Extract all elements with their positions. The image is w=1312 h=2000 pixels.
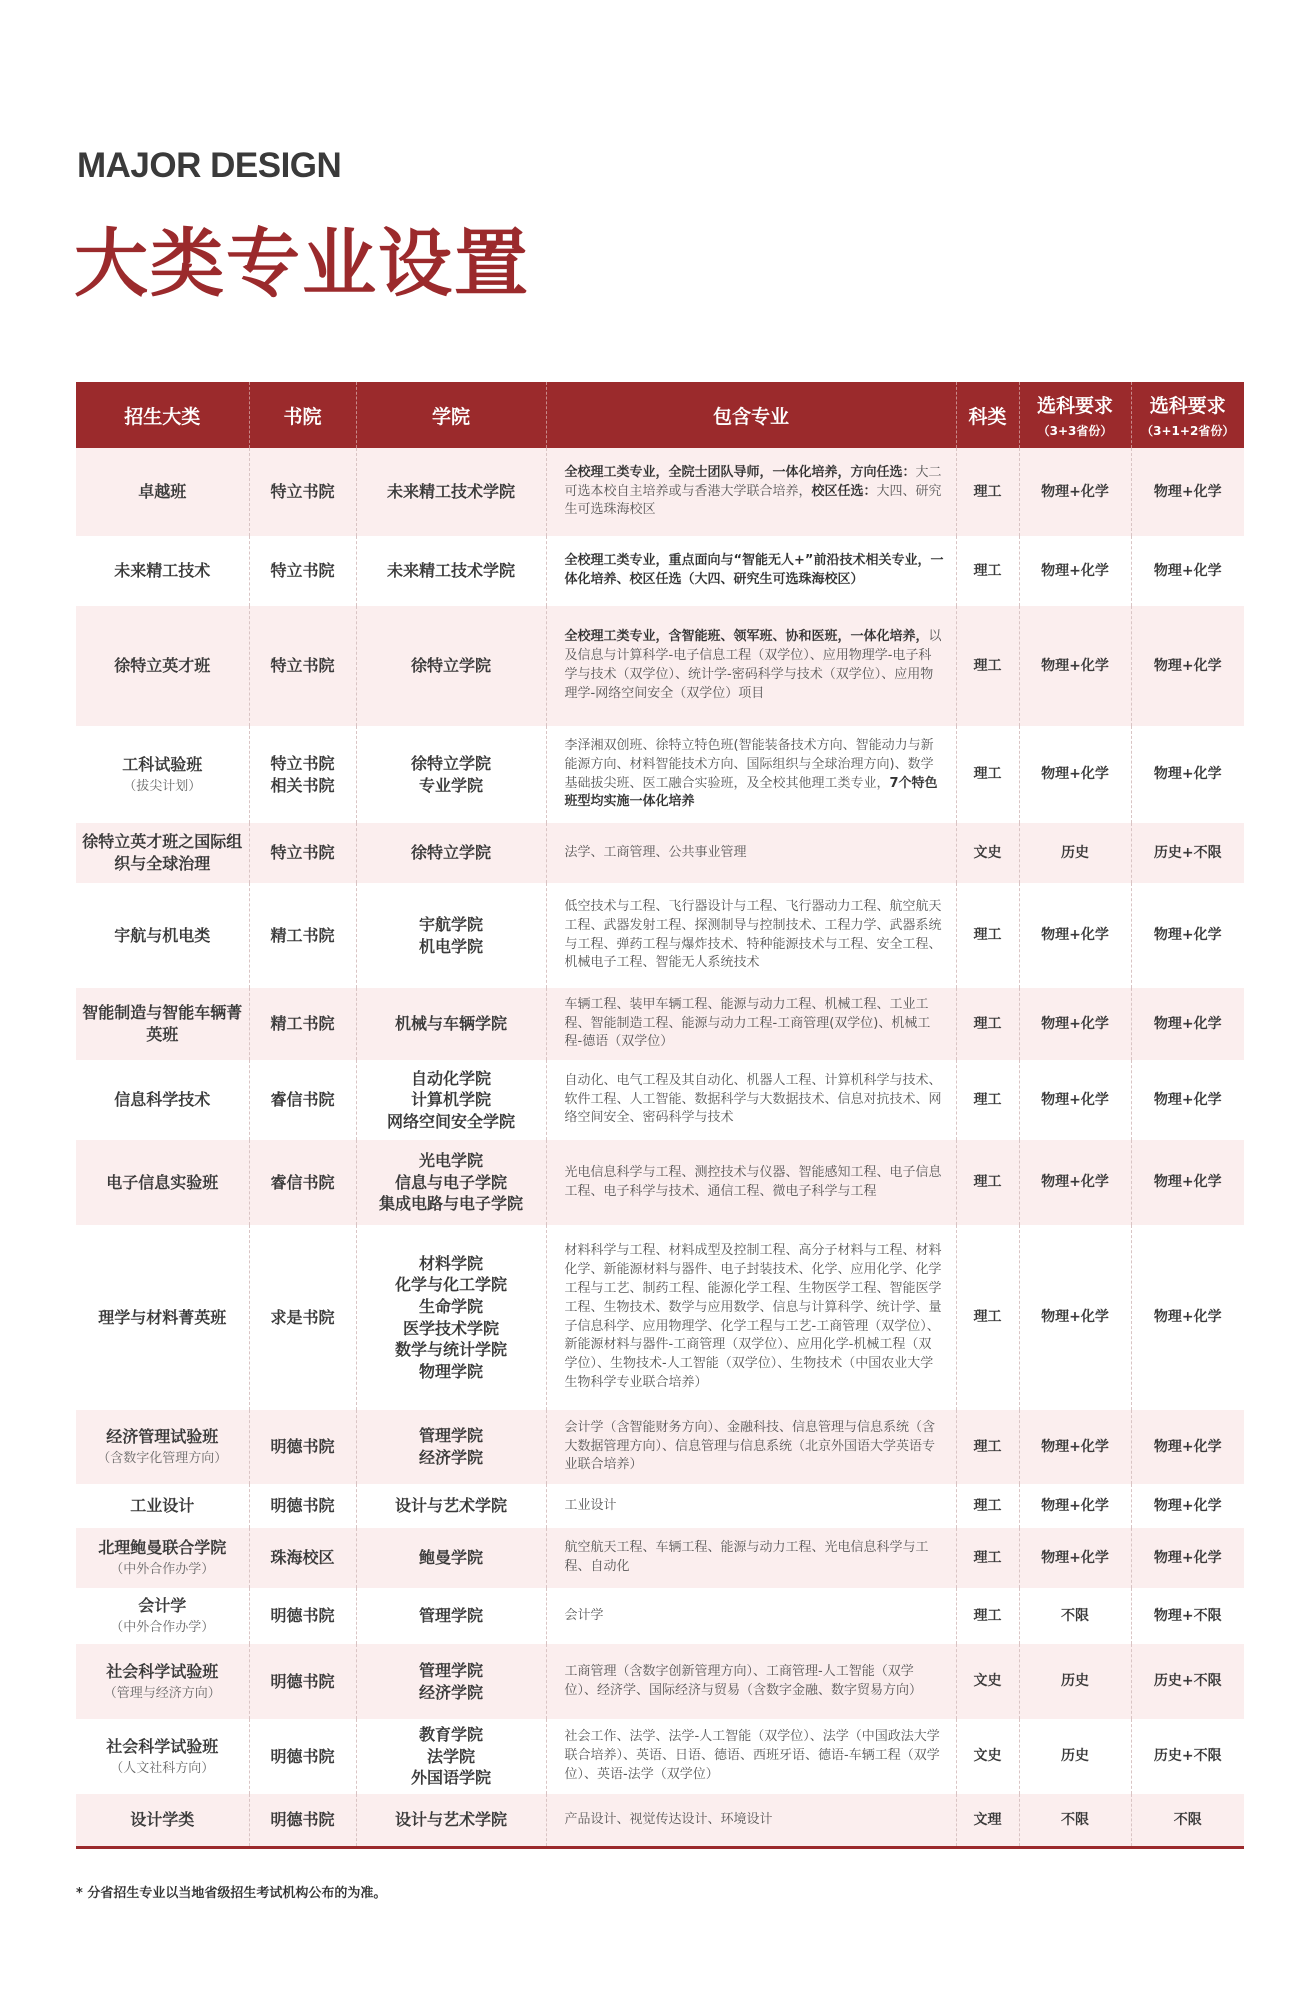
cell-req312: 物理+化学 — [1131, 448, 1244, 536]
header-majors: 包含专业 — [546, 382, 956, 448]
cell-majors — [546, 1225, 956, 1410]
cell-academy — [249, 1528, 356, 1588]
cell-college — [356, 988, 546, 1060]
majors-text: 李泽湘双创班、徐特立特色班(智能装备技术方向、智能动力与新能源方向、材料智能技术方向、国际组织与全球治理方向)、数学基础拔尖班、医工融合实验班，及全校其他理工类专业， — [564, 737, 934, 791]
academy-name: 特立书院 — [270, 843, 335, 863]
footnote: * 分省招生专业以当地省级招生考试机构公布的为准。 — [76, 1886, 387, 1901]
cell-majors — [546, 448, 956, 536]
cell-category — [76, 1794, 249, 1846]
cell-category — [76, 1528, 249, 1588]
cell-academy — [249, 1644, 356, 1719]
category-name: 设计学类 — [130, 1810, 195, 1830]
majors-text-bold: 全校理工类专业，全院士团队导师，一体化培养，方向任选： — [564, 464, 916, 480]
cell-req33: 物理+化学 — [1019, 1140, 1131, 1225]
cell-subject: 理工 — [956, 1410, 1019, 1484]
majors-table — [76, 382, 1244, 1846]
cell-college — [356, 536, 546, 606]
cell-majors — [546, 883, 956, 988]
majors-text: 车辆工程、装甲车辆工程、能源与动力工程、机械工程、工业工程、智能制造工程、能源与动力工程-工商管理(双学位)、机械工程-德语（双学位） — [564, 996, 931, 1050]
cell-subject: 理工 — [956, 726, 1019, 823]
cell-req312: 物理+不限 — [1131, 1588, 1244, 1644]
cell-req312: 历史+不限 — [1131, 1644, 1244, 1719]
college-name: 管理学院 — [418, 1426, 483, 1446]
college-name: 鲍曼学院 — [418, 1548, 483, 1568]
cell-majors — [546, 1644, 956, 1719]
majors-text: 自动化、电气工程及其自动化、机器人工程、计算机科学与技术、软件工程、人工智能、数据科学与大数据技术、信息对抗技术、网络空间安全、密码科学与技术 — [564, 1072, 942, 1126]
cell-category — [76, 1410, 249, 1484]
college-name: 物理学院 — [418, 1361, 483, 1381]
header-req33: 选科要求 （3+3省份） — [1019, 382, 1131, 448]
cell-majors — [546, 536, 956, 606]
cell-majors — [546, 1588, 956, 1644]
table-row — [76, 1410, 1244, 1484]
category-note: （管理与经济方向） — [103, 1685, 221, 1701]
college-name: 未来精工技术学院 — [386, 482, 515, 502]
cell-majors — [546, 1140, 956, 1225]
majors-text: 会计学 — [564, 1607, 604, 1623]
table-row — [76, 1644, 1244, 1719]
cell-category — [76, 1719, 249, 1794]
cell-category — [76, 1484, 249, 1528]
cell-req312: 物理+化学 — [1131, 1225, 1244, 1410]
cell-academy — [249, 823, 356, 883]
category-name: 未来精工技术 — [114, 561, 211, 581]
cell-req312: 物理+化学 — [1131, 606, 1244, 726]
cell-academy — [249, 726, 356, 823]
cell-majors — [546, 1719, 956, 1794]
cell-academy — [249, 1410, 356, 1484]
cell-req33: 物理+化学 — [1019, 1484, 1131, 1528]
category-name: 徐特立英才班之国际组织与全球治理 — [82, 832, 243, 873]
cell-subject: 理工 — [956, 1225, 1019, 1410]
academy-name: 睿信书院 — [270, 1172, 335, 1192]
cell-academy — [249, 1060, 356, 1140]
cell-subject: 理工 — [956, 1588, 1019, 1644]
majors-table-wrap — [76, 382, 1244, 1846]
cell-academy — [249, 1719, 356, 1794]
academy-name: 明德书院 — [270, 1437, 335, 1457]
table-header-row — [76, 382, 1244, 448]
academy-name: 特立书院 — [270, 482, 335, 502]
college-name: 生命学院 — [418, 1296, 483, 1316]
cell-majors — [546, 1410, 956, 1484]
cell-majors — [546, 988, 956, 1060]
cell-subject: 文史 — [956, 1644, 1019, 1719]
cell-category — [76, 1060, 249, 1140]
cell-academy — [249, 1140, 356, 1225]
college-name: 设计与艺术学院 — [394, 1810, 507, 1830]
cell-subject: 理工 — [956, 1060, 1019, 1140]
cell-req33: 历史 — [1019, 823, 1131, 883]
cell-college — [356, 1484, 546, 1528]
majors-text-bold: 7个特色班型均实施一体化培养 — [564, 775, 938, 810]
college-name: 徐特立学院 — [410, 843, 491, 863]
table-row — [76, 1719, 1244, 1794]
table-row — [76, 1528, 1244, 1588]
cell-req33: 物理+化学 — [1019, 726, 1131, 823]
academy-name: 睿信书院 — [270, 1090, 335, 1110]
table-row — [76, 1794, 1244, 1846]
cell-req312: 物理+化学 — [1131, 1140, 1244, 1225]
majors-text-bold: 校区任选： — [811, 483, 877, 499]
cell-category — [76, 1644, 249, 1719]
academy-name: 特立书院 — [270, 656, 335, 676]
cell-req33: 物理+化学 — [1019, 1225, 1131, 1410]
cell-college — [356, 883, 546, 988]
cell-academy — [249, 448, 356, 536]
academy-name: 特立书院 — [270, 753, 335, 773]
college-name: 经济学院 — [418, 1682, 483, 1702]
cell-majors — [546, 823, 956, 883]
category-name: 社会科学试验班 — [106, 1661, 219, 1681]
cell-subject: 理工 — [956, 988, 1019, 1060]
cell-req33: 物理+化学 — [1019, 606, 1131, 726]
college-name: 徐特立学院 — [410, 656, 491, 676]
academy-name: 精工书院 — [270, 1014, 335, 1034]
cell-college — [356, 1225, 546, 1410]
cell-subject: 文史 — [956, 1719, 1019, 1794]
cell-category — [76, 726, 249, 823]
cell-academy — [249, 1484, 356, 1528]
table-row — [76, 536, 1244, 606]
table-row — [76, 1484, 1244, 1528]
cell-subject: 理工 — [956, 1528, 1019, 1588]
cell-subject: 文理 — [956, 1794, 1019, 1846]
cell-req312: 物理+化学 — [1131, 726, 1244, 823]
table-row — [76, 1225, 1244, 1410]
cell-req312: 物理+化学 — [1131, 1410, 1244, 1484]
academy-name: 明德书院 — [270, 1496, 335, 1516]
cell-category — [76, 988, 249, 1060]
cell-academy — [249, 606, 356, 726]
cell-college — [356, 823, 546, 883]
cell-college — [356, 1060, 546, 1140]
cell-college — [356, 1719, 546, 1794]
college-name: 集成电路与电子学院 — [378, 1194, 523, 1214]
academy-name: 珠海校区 — [270, 1548, 335, 1568]
majors-text: 产品设计、视觉传达设计、环境设计 — [564, 1811, 773, 1827]
table-row — [76, 988, 1244, 1060]
college-name: 经济学院 — [418, 1448, 483, 1467]
cell-majors — [546, 606, 956, 726]
majors-text: 大四、研究生可选珠海校区 — [564, 483, 942, 518]
cell-subject: 理工 — [956, 883, 1019, 988]
cell-req33: 不限 — [1019, 1794, 1131, 1846]
cell-category — [76, 883, 249, 988]
cell-req33: 物理+化学 — [1019, 536, 1131, 606]
table-row — [76, 606, 1244, 726]
cell-academy — [249, 1588, 356, 1644]
cell-req33: 物理+化学 — [1019, 1060, 1131, 1140]
cell-req33: 物理+化学 — [1019, 448, 1131, 536]
college-name: 专业学院 — [418, 775, 483, 795]
majors-text: 工业设计 — [564, 1497, 617, 1513]
cell-majors — [546, 726, 956, 823]
academy-name: 特立书院 — [270, 561, 335, 581]
cell-subject: 理工 — [956, 1484, 1019, 1528]
majors-text-bold: 全校理工类专业，含智能班、领军班、协和医班，一体化培养， — [564, 629, 929, 645]
college-name: 网络空间安全学院 — [386, 1111, 515, 1131]
category-name: 信息科学技术 — [114, 1090, 211, 1110]
cell-req33: 历史 — [1019, 1644, 1131, 1719]
college-name: 管理学院 — [418, 1660, 483, 1680]
majors-text: 低空技术与工程、飞行器设计与工程、飞行器动力工程、航空航天工程、武器发射工程、探测制导与控制技术、工程力学、武器系统与工程、弹药工程与爆炸技术、特种能源技术与工程、安全工程、机械电子工程、智能无人系统技术 — [564, 898, 942, 971]
cell-category — [76, 1588, 249, 1644]
cell-college — [356, 1410, 546, 1484]
table-row — [76, 1060, 1244, 1140]
cell-subject: 理工 — [956, 536, 1019, 606]
college-name: 外国语学院 — [410, 1768, 491, 1788]
category-name: 工业设计 — [130, 1496, 195, 1516]
cell-academy — [249, 536, 356, 606]
cell-req312: 历史+不限 — [1131, 1719, 1244, 1794]
cell-category — [76, 1140, 249, 1225]
majors-text: 大二可选本校自主培养或与香港大学联合培养， — [564, 464, 942, 499]
cell-academy — [249, 1794, 356, 1846]
table-row — [76, 726, 1244, 823]
category-name: 智能制造与智能车辆菁英班 — [82, 1003, 243, 1044]
majors-text: 材料科学与工程、材料成型及控制工程、高分子材料与工程、材料化学、新能源材料与器件、电子封装技术、化学、应用化学、化学工程与工艺、制药工程、能源化学工程、生物医学工程、智能医学工程、生物技术、数学与应用数学、信息与计算科学、统计学、量子信息科学、应用物理学、化学工程与工艺-工商管理（双学位）、新能源材料与器件-工商管理（双学位）、应用化学-机械工程（双学位）、生物技术-人工智能（双学位）、生物技术（中国农业大学生物科学专业联合培养） — [564, 1243, 942, 1391]
category-name: 社会科学试验班 — [106, 1736, 219, 1756]
majors-text: 法学、工商管理、公共事业管理 — [564, 844, 747, 860]
category-name: 卓越班 — [138, 482, 187, 502]
majors-text: 以及信息与计算科学-电子信息工程（双学位）、应用物理学-电子科学与技术（双学位）、统计学-密码科学与技术（双学位）、应用物理学-网络空间安全（双学位）项目 — [564, 629, 942, 701]
cell-req312: 历史+不限 — [1131, 823, 1244, 883]
cell-college — [356, 606, 546, 726]
academy-name: 明德书院 — [270, 1606, 335, 1626]
college-name: 未来精工技术学院 — [386, 561, 515, 581]
cell-majors — [546, 1484, 956, 1528]
college-name: 设计与艺术学院 — [394, 1496, 507, 1516]
cell-category — [76, 448, 249, 536]
header-subject: 科类 — [956, 382, 1019, 448]
cell-majors — [546, 1794, 956, 1846]
category-note: （人文社科方向） — [110, 1760, 215, 1776]
cell-req312: 物理+化学 — [1131, 883, 1244, 988]
header-college: 学院 — [356, 382, 546, 448]
header-academy: 书院 — [249, 382, 356, 448]
majors-text: 航空航天工程、车辆工程、能源与动力工程、光电信息科学与工程、自动化 — [564, 1540, 929, 1574]
cell-academy — [249, 1225, 356, 1410]
majors-text: 社会工作、法学、法学-人工智能（双学位）、法学（中国政法大学联合培养）、英语、日语、德语、西班牙语、德语-车辆工程（双学位）、英语-法学（双学位） — [564, 1729, 940, 1782]
cell-req312: 物理+化学 — [1131, 988, 1244, 1060]
category-note: （中外合作办学） — [110, 1620, 215, 1636]
cell-majors — [546, 1528, 956, 1588]
table-bottom-rule — [76, 1846, 1244, 1849]
header-req312: 选科要求 （3+1+2省份） — [1131, 382, 1244, 448]
category-name: 电子信息实验班 — [106, 1172, 219, 1192]
cell-college — [356, 1644, 546, 1719]
cell-category — [76, 606, 249, 726]
college-name: 徐特立学院 — [410, 753, 491, 773]
academy-name: 明德书院 — [270, 1810, 335, 1830]
cell-req33: 不限 — [1019, 1588, 1131, 1644]
category-name: 会计学 — [138, 1596, 187, 1616]
category-name: 工科试验班 — [122, 754, 203, 774]
cell-subject: 理工 — [956, 606, 1019, 726]
academy-name: 明德书院 — [270, 1746, 335, 1766]
cell-req312: 物理+化学 — [1131, 1528, 1244, 1588]
college-name: 机械与车辆学院 — [394, 1014, 507, 1034]
cell-college — [356, 726, 546, 823]
college-name: 教育学院 — [418, 1725, 483, 1745]
majors-text: 工商管理（含数字创新管理方向）、工商管理-人工智能（双学位）、经济学、国际经济与贸易（含数字金融、数字贸易方向） — [564, 1663, 923, 1698]
table-row — [76, 823, 1244, 883]
majors-text: 光电信息科学与工程、测控技术与仪器、智能感知工程、电子信息工程、电子科学与技术、通信工程、微电子科学与工程 — [564, 1164, 942, 1199]
cell-category — [76, 536, 249, 606]
cell-subject: 理工 — [956, 1140, 1019, 1225]
table-row — [76, 448, 1244, 536]
college-name: 计算机学院 — [410, 1090, 491, 1110]
cell-college — [356, 1588, 546, 1644]
cell-subject: 文史 — [956, 823, 1019, 883]
category-name: 理学与材料菁英班 — [98, 1307, 227, 1327]
cell-category — [76, 823, 249, 883]
category-note: （中外合作办学） — [110, 1562, 215, 1578]
college-name: 宇航学院 — [418, 914, 483, 934]
college-name: 光电学院 — [418, 1151, 483, 1171]
college-name: 管理学院 — [418, 1606, 483, 1626]
college-name: 自动化学院 — [410, 1068, 491, 1088]
cell-college — [356, 1528, 546, 1588]
cell-academy — [249, 883, 356, 988]
cell-college — [356, 1794, 546, 1846]
category-note: （拔尖计划） — [123, 778, 202, 794]
cell-req312: 物理+化学 — [1131, 1060, 1244, 1140]
table-row — [76, 1140, 1244, 1225]
header-category: 招生大类 — [76, 382, 249, 448]
cell-req33: 物理+化学 — [1019, 1528, 1131, 1588]
cell-subject: 理工 — [956, 448, 1019, 536]
category-name: 北理鲍曼联合学院 — [98, 1538, 227, 1558]
college-name: 数学与统计学院 — [394, 1340, 507, 1360]
college-name: 医学技术学院 — [402, 1318, 499, 1338]
cell-college — [356, 1140, 546, 1225]
academy-name: 求是书院 — [270, 1307, 335, 1327]
cell-req33: 历史 — [1019, 1719, 1131, 1794]
cell-category — [76, 1225, 249, 1410]
cell-academy — [249, 988, 356, 1060]
majors-text-bold: 全校理工类专业，重点面向与“智能无人+”前沿技术相关专业，一体化培养、校区任选（大四、研究生可选珠海校区） — [564, 553, 944, 587]
academy-name: 精工书院 — [270, 925, 335, 945]
category-note: （含数字化管理方向） — [97, 1451, 228, 1467]
cell-college — [356, 448, 546, 536]
page-title: 大类专业设置 — [74, 221, 530, 307]
cell-req33: 物理+化学 — [1019, 1410, 1131, 1484]
table-row — [76, 883, 1244, 988]
category-name: 经济管理试验班 — [106, 1427, 219, 1447]
section-eyebrow: MAJOR DESIGN — [77, 146, 342, 185]
majors-text: 会计学（含智能财务方向）、金融科技、信息管理与信息系统（含大数据管理方向）、信息管理与信息系统（北京外国语大学英语专业联合培养） — [564, 1419, 936, 1473]
college-name: 法学院 — [426, 1746, 475, 1766]
cell-req312: 不限 — [1131, 1794, 1244, 1846]
category-name: 徐特立英才班 — [114, 656, 211, 676]
cell-req33: 物理+化学 — [1019, 883, 1131, 988]
category-name: 宇航与机电类 — [114, 925, 211, 945]
academy-name: 相关书院 — [270, 775, 335, 795]
table-row — [76, 1588, 1244, 1644]
college-name: 信息与电子学院 — [394, 1172, 507, 1192]
cell-req33: 物理+化学 — [1019, 988, 1131, 1060]
college-name: 材料学院 — [418, 1253, 483, 1273]
cell-req312: 物理+化学 — [1131, 1484, 1244, 1528]
college-name: 化学与化工学院 — [394, 1275, 507, 1295]
college-name: 机电学院 — [418, 936, 483, 956]
cell-req312: 物理+化学 — [1131, 536, 1244, 606]
cell-majors — [546, 1060, 956, 1140]
table-body — [76, 448, 1244, 1846]
academy-name: 明德书院 — [270, 1671, 335, 1691]
